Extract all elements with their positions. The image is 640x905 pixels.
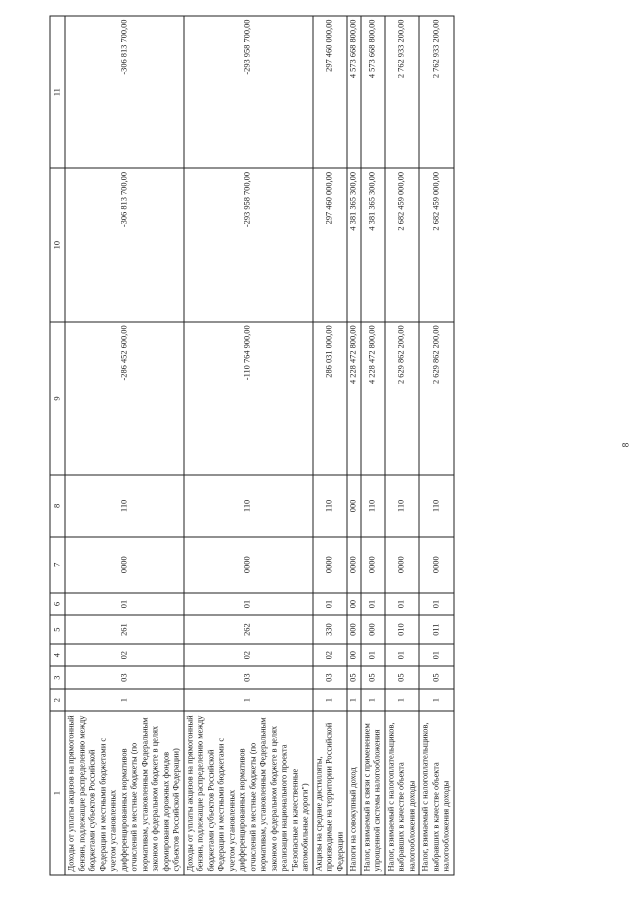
amount-cell: -110 764 900,00 — [184, 322, 313, 475]
code-cell: 05 — [361, 666, 385, 688]
revenue-name-cell: Налог, взимаемый с налогоплательщиков, выбравших в качестве объекта налогообложения доходы — [385, 711, 420, 875]
column-header: 11 — [50, 16, 65, 168]
code-cell: 0000 — [184, 537, 313, 593]
code-cell: 330 — [313, 615, 348, 644]
amount-cell: -293 958 700,00 — [184, 168, 313, 321]
code-cell: 0000 — [313, 537, 348, 593]
page-number: 8 — [620, 442, 631, 448]
column-header: 10 — [50, 168, 65, 321]
amount-cell: 2 762 933 200,00 — [385, 16, 420, 168]
amount-cell: 2 629 862 200,00 — [385, 322, 420, 475]
amount-cell: -306 813 700,00 — [65, 16, 184, 168]
code-cell: 110 — [419, 475, 454, 536]
table-header-row — [50, 16, 65, 875]
table-row — [65, 16, 184, 875]
table-row — [313, 16, 348, 875]
code-cell: 03 — [313, 666, 348, 688]
code-cell: 05 — [385, 666, 420, 688]
code-cell: 01 — [184, 593, 313, 615]
code-cell: 01 — [361, 593, 385, 615]
code-cell: 00 — [347, 593, 361, 615]
code-cell: 262 — [184, 615, 313, 644]
column-header: 5 — [50, 615, 65, 644]
code-cell: 1 — [419, 689, 454, 711]
code-cell: 01 — [385, 644, 420, 666]
amount-cell: -293 958 700,00 — [184, 16, 313, 168]
amount-cell: 2 682 459 000,00 — [385, 168, 420, 321]
budget-revenue-table — [50, 16, 455, 876]
code-cell: 010 — [385, 615, 420, 644]
amount-cell: -286 452 600,00 — [65, 322, 184, 475]
code-cell: 1 — [65, 689, 184, 711]
code-cell: 02 — [65, 644, 184, 666]
code-cell: 1 — [361, 689, 385, 711]
code-cell: 110 — [184, 475, 313, 536]
code-cell: 03 — [65, 666, 184, 688]
code-cell: 01 — [419, 593, 454, 615]
code-cell: 011 — [419, 615, 454, 644]
code-cell: 02 — [313, 644, 348, 666]
code-cell: 01 — [419, 644, 454, 666]
code-cell: 110 — [385, 475, 420, 536]
code-cell: 000 — [347, 615, 361, 644]
code-cell: 02 — [184, 644, 313, 666]
code-cell: 000 — [361, 615, 385, 644]
amount-cell: 4 381 365 300,00 — [347, 168, 361, 321]
code-cell: 110 — [65, 475, 184, 536]
column-header: 9 — [50, 322, 65, 475]
column-header: 1 — [50, 711, 65, 875]
table-row — [385, 16, 420, 875]
code-cell: 0000 — [419, 537, 454, 593]
code-cell: 0000 — [361, 537, 385, 593]
amount-cell: 2 629 862 200,00 — [419, 322, 454, 475]
column-header: 8 — [50, 475, 65, 536]
table-row — [419, 16, 454, 875]
code-cell: 0000 — [347, 537, 361, 593]
revenue-name-cell: Акцизы на средние дистилляты, производимые на территории Российской Федерации — [313, 711, 348, 875]
amount-cell: 4 573 668 800,00 — [347, 16, 361, 168]
code-cell: 05 — [347, 666, 361, 688]
code-cell: 01 — [313, 593, 348, 615]
amount-cell: 4 228 472 800,00 — [347, 322, 361, 475]
column-header: 6 — [50, 593, 65, 615]
code-cell: 261 — [65, 615, 184, 644]
amount-cell: 4 381 365 300,00 — [361, 168, 385, 321]
column-header: 4 — [50, 644, 65, 666]
column-header: 7 — [50, 537, 65, 593]
amount-cell: -306 813 700,00 — [65, 168, 184, 321]
table-row — [361, 16, 385, 875]
amount-cell: 297 460 000,00 — [313, 168, 348, 321]
column-header: 3 — [50, 666, 65, 688]
code-cell: 01 — [65, 593, 184, 615]
code-cell: 03 — [184, 666, 313, 688]
code-cell: 1 — [313, 689, 348, 711]
code-cell: 0000 — [65, 537, 184, 593]
code-cell: 110 — [313, 475, 348, 536]
code-cell: 1 — [184, 689, 313, 711]
code-cell: 05 — [419, 666, 454, 688]
amount-cell: 4 228 472 800,00 — [361, 322, 385, 475]
code-cell: 1 — [347, 689, 361, 711]
amount-cell: 2 682 459 000,00 — [419, 168, 454, 321]
revenue-name-cell: Доходы от уплаты акцизов на прямогонный бензин, подлежащие распределению между бюджетами субъектов Российской Федерации и местными бюджетами с учетом установленных дифференцированных нормативов отчислений в местные бюджеты (по нормативам, установленным Федеральным законом о федеральном бюджете в целях формирования дорожных фондов субъектов Российской Федерации) — [65, 711, 184, 875]
budget-table-container — [50, 16, 465, 876]
amount-cell: 297 460 000,00 — [313, 16, 348, 168]
code-cell: 01 — [361, 644, 385, 666]
revenue-name-cell: Налог, взимаемый в связи с применением упрощенной системы налогообложения — [361, 711, 385, 875]
amount-cell: 2 762 933 200,00 — [419, 16, 454, 168]
code-cell: 0000 — [385, 537, 420, 593]
revenue-name-cell: Налоги на совокупный доход — [347, 711, 361, 875]
column-header: 2 — [50, 689, 65, 711]
code-cell: 00 — [347, 644, 361, 666]
code-cell: 000 — [347, 475, 361, 536]
amount-cell: 286 031 000,00 — [313, 322, 348, 475]
table-row — [347, 16, 361, 875]
code-cell: 1 — [385, 689, 420, 711]
code-cell: 01 — [385, 593, 420, 615]
amount-cell: 4 573 668 800,00 — [361, 16, 385, 168]
table-row — [184, 16, 313, 875]
revenue-name-cell: Доходы от уплаты акцизов на прямогонный бензин, подлежащие распределению между бюджетами субъектов Российской Федерации и местными бюджетами с учетом установленных дифференцированных нормативов отчислений в местные бюджеты (по нормативам, установленным Федеральным законом о федеральном бюджете в целях реализации национального проекта "Безопасные и качественные автомобильные дороги") — [184, 711, 313, 875]
revenue-name-cell: Налог, взимаемый с налогоплательщиков, выбравших в качестве объекта налогообложения доходы — [419, 711, 454, 875]
code-cell: 110 — [361, 475, 385, 536]
